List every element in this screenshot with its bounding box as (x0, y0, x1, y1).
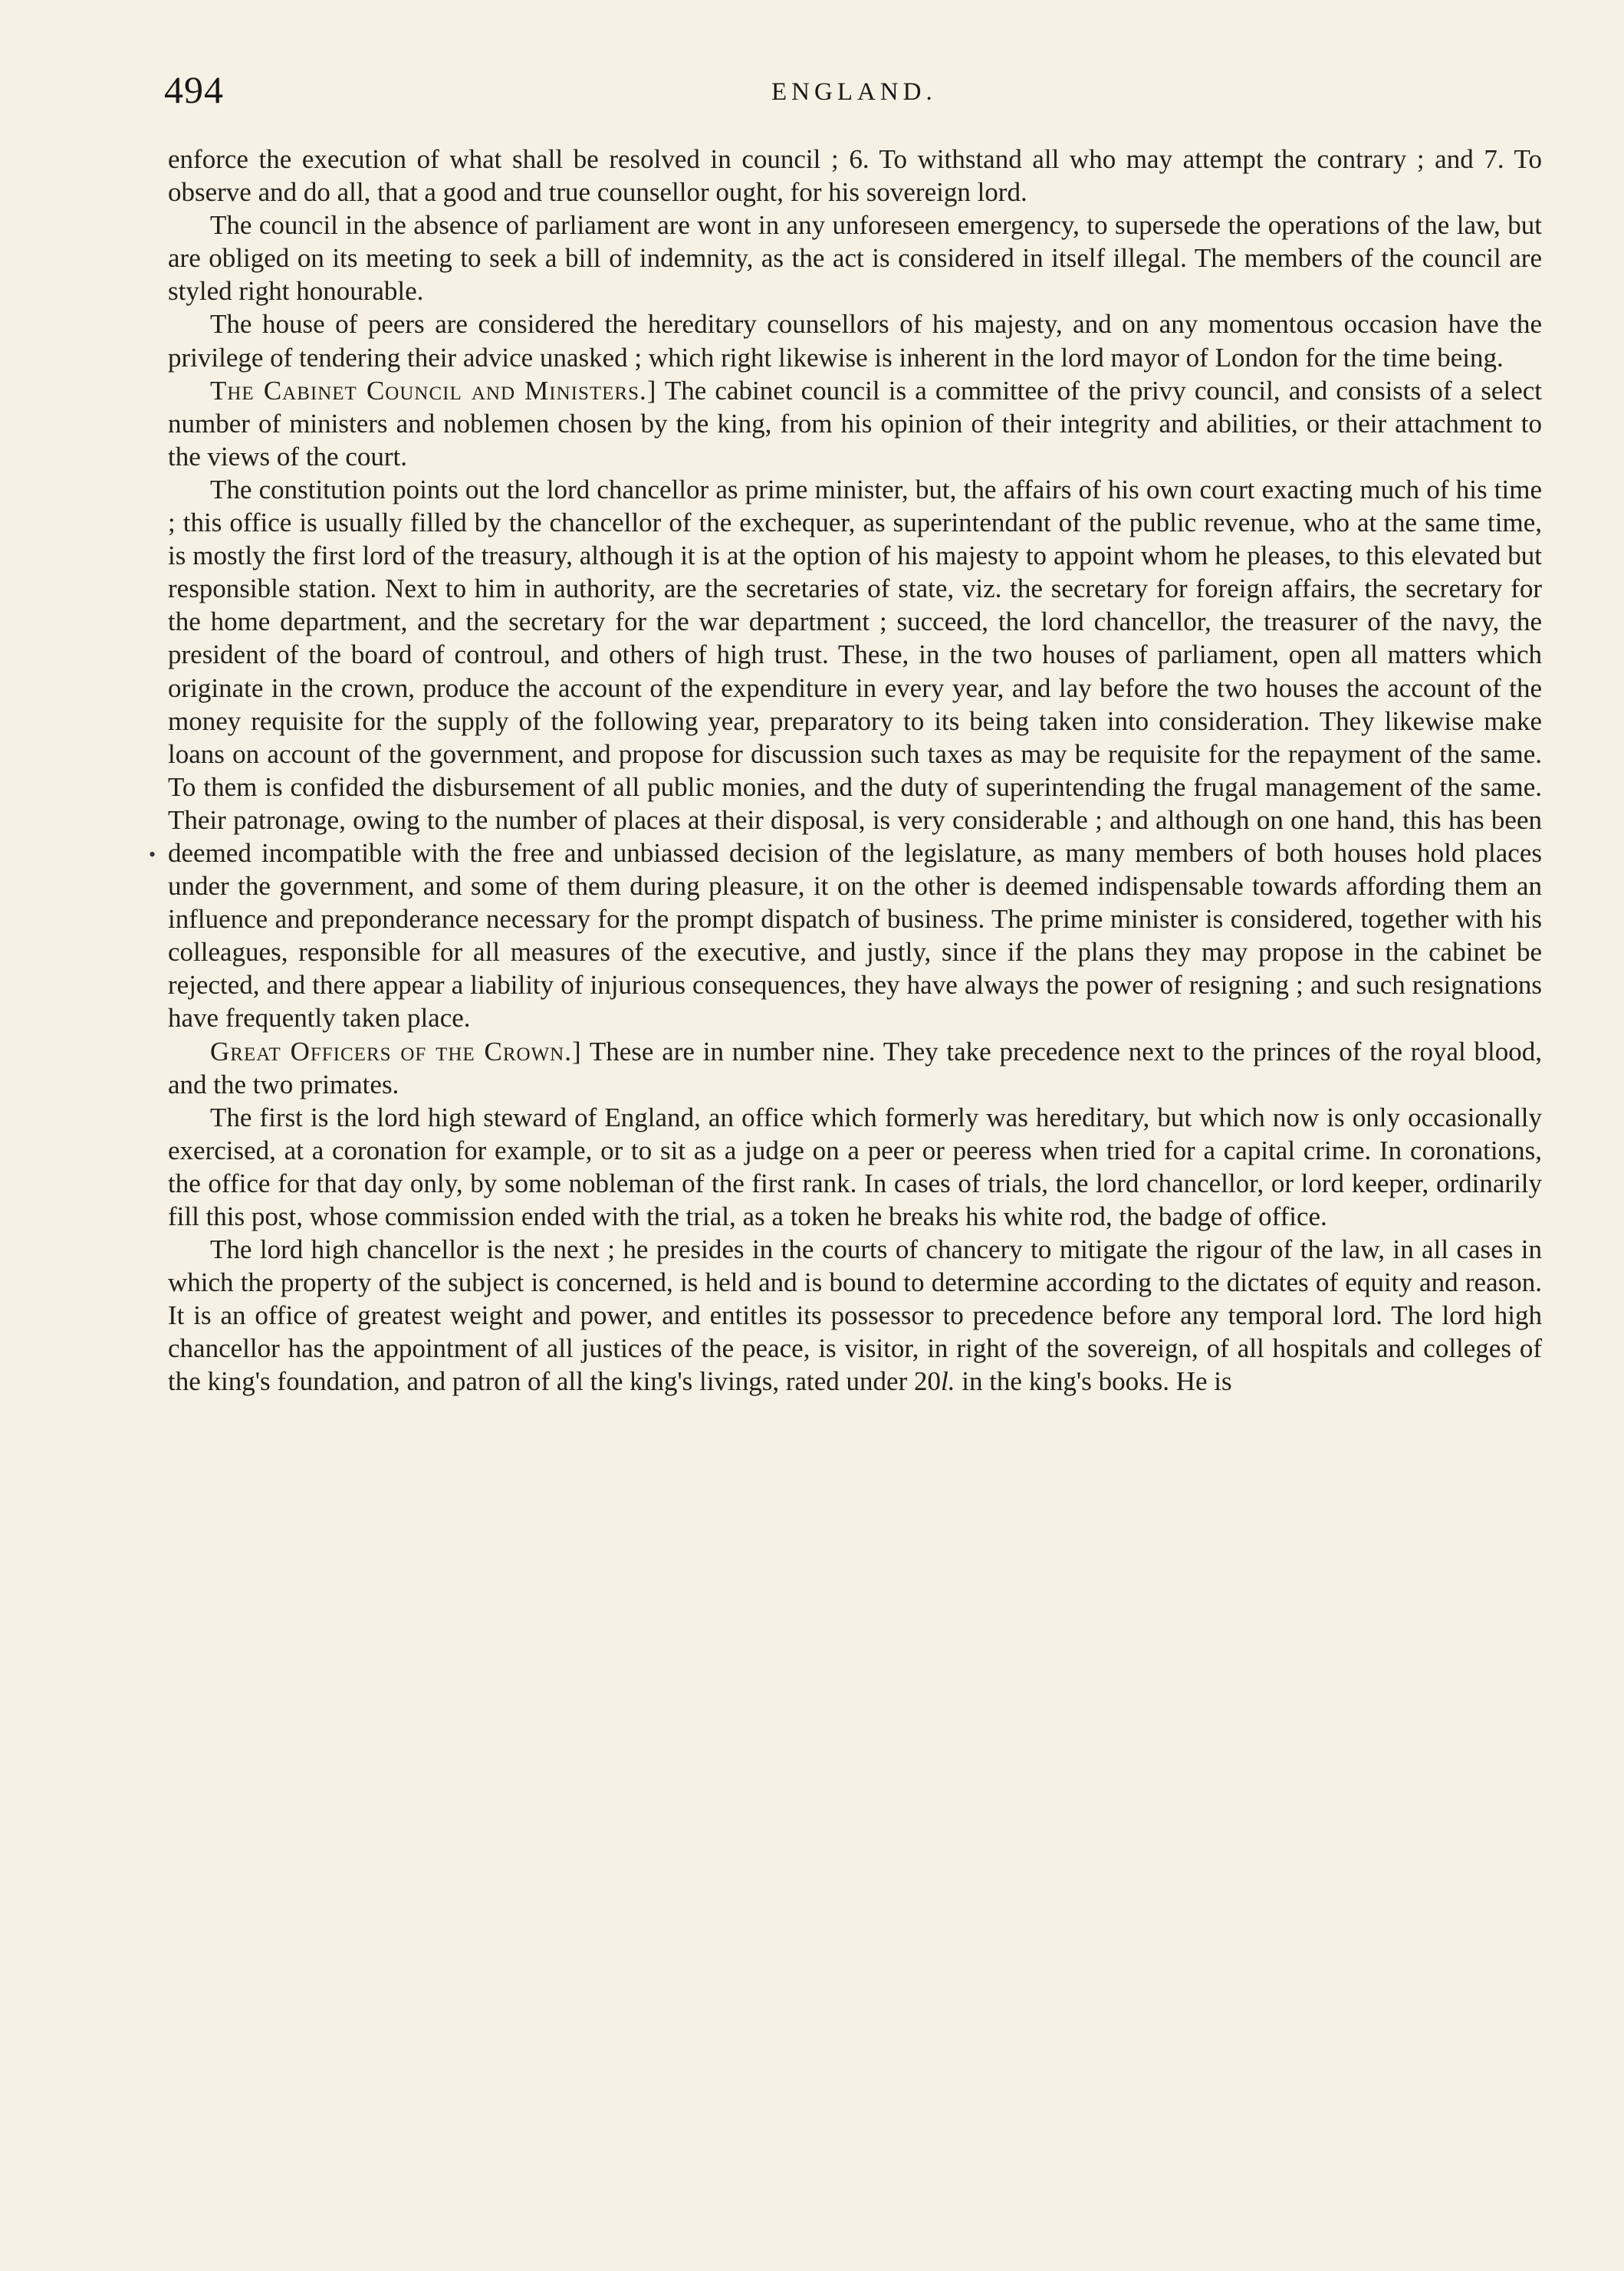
page-number: 494 (164, 68, 224, 111)
section-heading-cabinet-council: The Cabinet Council and Ministers.] (210, 375, 657, 406)
paragraph-text: The house of peers are considered the hereditary counsellors of his majesty, and on any momentous occasion have the privilege of tendering their advice unasked ; which right likewise is inherent in the lord mayor of London for the time being. (168, 309, 1542, 373)
paragraph-text: in the king's books. He is (955, 1366, 1232, 1397)
paragraph-text: The constitution points out the lord chancellor as prime minister, but, the affairs of his own court exacting much of his time ; this office is usually filled by the chancellor of the exchequer, as superintendant of the public revenue, who at the same time, is mostly the first lord of the treasury, although it is at the option of his majesty to appoint whom he pleases, to this elevated but responsible station. Next to him in authority, are the secretaries of state, viz. the secretary for foreign affairs, the secretary for the home department, and the secretary for the war department ; succeed, the lord chancellor, the treasurer of the navy, the president of the board of controul, and others of high trust. These, in the two houses of parliament, open all matters which originate in the crown, produce the account of the expenditure in every year, and lay before the two houses the account of the money requisite for the supply of the following year, preparatory to its being taken into consideration. They likewise make loans on account of the government, and propose for discussion such taxes as may be requisite for the repayment of the same. To them is confided the disbursement of all public monies, and the duty of superintending the frugal management of the same. Their patronage, owing to the number of places at their disposal, is very considerable ; and although on one hand, this has been deemed incompatible with the free and unbiassed decision of the legislature, as many members of both houses hold places under the government, and some of them during pleasure, it on the other is deemed indispensable towards affording them an influence and preponderance necessary for the prompt dispatch of business. The prime minister is considered, together with his colleagues, responsible for all measures of the executive, and justly, since if the plans they may propose in the cabinet be rejected, and there appear a liability of injurious consequences, they have always the power of resigning ; and such resignations have frequently taken place. (168, 474, 1542, 1034)
paragraph-text: These are in number nine. They take precedence next to the princes of the royal blood, and the two primates. (168, 1036, 1542, 1099)
currency-abbreviation: l. (940, 1366, 955, 1397)
paragraph-cabinet-council (168, 374, 1542, 473)
paragraph-lord-high-steward (168, 1101, 1542, 1233)
paragraph-text: The cabinet council is a committee of the privy council, and consists of a select number of ministers and noblemen chosen by the king, from his opinion of their integrity and abilities, or their attachment to the views of the court. (168, 375, 1542, 472)
paragraph-text: The council in the absence of parliament are wont in any unforeseen emergency, to supersede the operations of the law, but are obliged on its meeting to seek a bill of indemnity, as the act is considered in itself illegal. The members of the council are styled right honourable. (168, 210, 1542, 307)
paragraph-lord-high-chancellor (168, 1233, 1542, 1398)
paragraph-council-duties-end (168, 143, 1542, 209)
paragraph-council-absence-parliament (168, 209, 1542, 307)
paragraph-text: enforce the execution of what shall be resolved in council ; 6. To withstand all who may attempt the contrary ; and 7. To observe and do all, that a good and true counsellor ought, for his sovereign lord. (168, 144, 1542, 208)
running-head: ENGLAND. (771, 78, 937, 106)
paragraph-text: The lord high chancellor is the next ; he presides in the courts of chancery to mitigate the rigour of the law, in all cases in which the property of the subject is concerned, is held and is bound to determine according to the dictates of equity and reason. It is an office of greatest weight and power, and entitles its possessor to precedence before any temporal lord. The lord high chancellor has the appointment of all justices of the peace, is visitor, in right of the sovereign, of all hospitals and colleges of the king's foundation, and patron of all the king's livings, rated under 20 (168, 1234, 1542, 1397)
paragraph-text: The first is the lord high steward of England, an office which formerly was hereditary, but which now is only occasionally exercised, at a coronation for example, or to sit as a judge on a peer or peeress when tried for a capital crime. In coronations, the office for that day only, by some nobleman of the first rank. In cases of trials, the lord chancellor, or lord keeper, ordinarily fill this post, whose commission ended with the trial, as a token he breaks his white rod, the badge of office. (168, 1102, 1542, 1231)
margin-mark: • (149, 843, 156, 866)
section-heading-great-officers: Great Officers of the Crown.] (210, 1036, 582, 1066)
paragraph-house-of-peers (168, 307, 1542, 373)
paragraph-great-officers (168, 1035, 1542, 1101)
page-header (164, 67, 1544, 121)
body-text (168, 143, 1542, 1398)
paragraph-constitution-prime-minister (168, 473, 1542, 1035)
